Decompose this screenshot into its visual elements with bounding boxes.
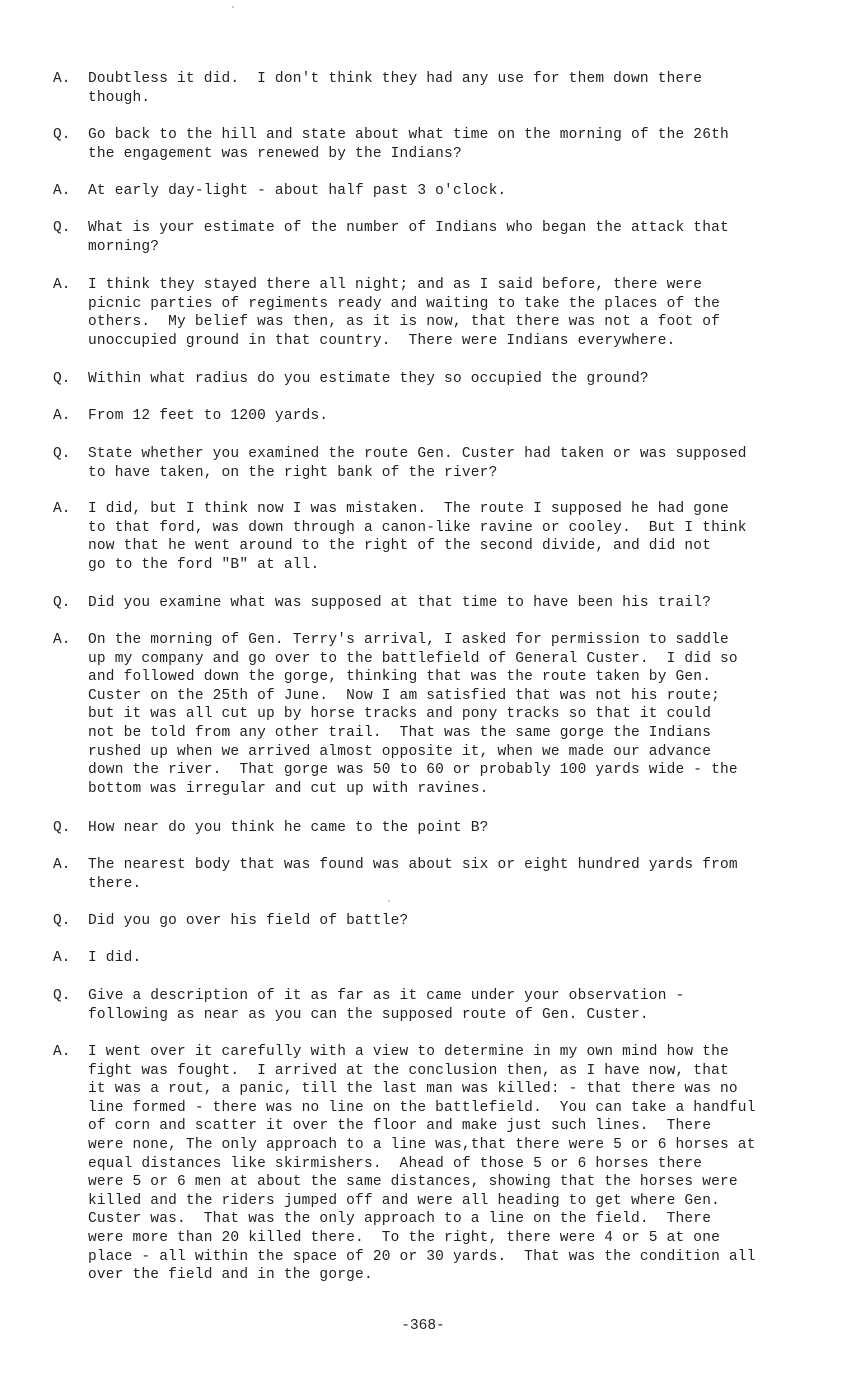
paragraph-text xyxy=(88,276,720,350)
question-marker: Q. xyxy=(53,595,71,611)
text-line: Within what radius do you estimate they so occupied the ground? xyxy=(88,371,649,387)
text-line: now that he went around to the right of the second divide, and did not xyxy=(88,538,712,555)
text-line: to have taken, on the right bank of the river? xyxy=(88,464,498,481)
answer-marker: A. xyxy=(53,950,71,966)
text-line: How near do you think he came to the point B? xyxy=(88,820,489,836)
text-line: morning? xyxy=(88,238,160,255)
answer-marker: A. xyxy=(53,501,71,517)
paragraph-text xyxy=(88,182,506,201)
text-line: I did. xyxy=(88,950,142,966)
text-line: State whether you examined the route Gen. Custer had taken or was supposed xyxy=(88,446,747,462)
text-line: the engagement was renewed by the Indians? xyxy=(88,145,462,162)
question-marker: Q. xyxy=(53,820,71,836)
text-line: up my company and go over to the battlefield of General Custer. I did so xyxy=(88,650,738,667)
paragraph-text xyxy=(88,370,649,389)
answer-marker: A. xyxy=(53,632,71,648)
scan-speck xyxy=(232,6,234,8)
text-line: From 12 feet to 1200 yards. xyxy=(88,408,329,424)
text-line: The nearest body that was found was about six or eight hundred yards from xyxy=(88,857,738,873)
text-line: equal distances like skirmishers. Ahead of those 5 or 6 horses there xyxy=(88,1155,703,1172)
paragraph-text xyxy=(88,70,702,107)
text-line: over the field and in the gorge. xyxy=(88,1267,373,1284)
paragraph-text xyxy=(88,594,711,613)
text-line: Did you examine what was supposed at that time to have been his trail? xyxy=(88,595,712,611)
text-line: On the morning of Gen. Terry's arrival, I asked for permission to saddle xyxy=(88,632,729,648)
text-line: unoccupied ground in that country. There were Indians everywhere. xyxy=(88,332,676,349)
paragraph-text xyxy=(88,949,141,968)
scan-speck xyxy=(388,900,390,902)
paragraph-text xyxy=(88,219,729,256)
text-line: I did, but I think now I was mistaken. The route I supposed he had gone xyxy=(88,501,729,517)
question-marker: Q. xyxy=(53,371,71,387)
text-line: were 5 or 6 men at about the same distances, showing that the horses were xyxy=(88,1174,738,1191)
text-line: down the river. That gorge was 50 to 60 or probably 100 yards wide - the xyxy=(88,762,738,779)
question-marker: Q. xyxy=(53,220,71,236)
answer-marker: A. xyxy=(53,408,71,424)
text-line: it was a rout, a panic, till the last man was killed: - that there was no xyxy=(88,1081,738,1098)
text-line: but it was all cut up by horse tracks and pony tracks so that it could xyxy=(88,706,712,723)
text-line: Doubtless it did. I don't think they had any use for them down there xyxy=(88,71,703,87)
text-line: Custer on the 25th of June. Now I am satisfied that was not his route; xyxy=(88,687,721,704)
text-line: were none, The only approach to a line was,that there were 5 or 6 horses at xyxy=(88,1136,756,1153)
text-line: Give a description of it as far as it came under your observation - xyxy=(88,988,685,1004)
text-line: Go back to the hill and state about what time on the morning of the 26th xyxy=(88,127,729,143)
text-line: What is your estimate of the number of Indians who began the attack that xyxy=(88,220,729,236)
answer-marker: A. xyxy=(53,71,71,87)
text-line: killed and the riders jumped off and were all heading to get where Gen. xyxy=(88,1192,721,1209)
paragraph-text xyxy=(88,126,729,163)
paragraph-text xyxy=(88,856,738,893)
text-line: Did you go over his field of battle? xyxy=(88,913,409,929)
text-line: to that ford, was down through a canon-like ravine or cooley. But I think xyxy=(88,519,747,536)
text-line: Custer was. That was the only approach to a line on the field. There xyxy=(88,1211,712,1228)
paragraph-text xyxy=(88,987,684,1024)
page-number: -368- xyxy=(401,1318,445,1334)
answer-marker: A. xyxy=(53,857,71,873)
text-line: I went over it carefully with a view to determine in my own mind how the xyxy=(88,1044,729,1060)
text-line: bottom was irregular and cut up with ravines. xyxy=(88,780,489,797)
question-marker: Q. xyxy=(53,988,71,1004)
text-line: picnic parties of regiments ready and waiting to take the places of the xyxy=(88,295,721,312)
text-line: following as near as you can the supposed route of Gen. Custer. xyxy=(88,1006,649,1023)
answer-marker: A. xyxy=(53,183,71,199)
question-marker: Q. xyxy=(53,913,71,929)
text-line: and followed down the gorge, thinking that was the route taken by Gen. xyxy=(88,669,712,686)
answer-marker: A. xyxy=(53,277,71,293)
question-marker: Q. xyxy=(53,446,71,462)
text-line: At early day-light - about half past 3 o'clock. xyxy=(88,183,507,199)
text-line: others. My belief was then, as it is now, that there was not a foot of xyxy=(88,314,721,331)
text-line: rushed up when we arrived almost opposite it, when we made our advance xyxy=(88,743,712,760)
text-line: of corn and scatter it over the floor and make just such lines. There xyxy=(88,1118,712,1135)
paragraph-text xyxy=(88,819,489,838)
paragraph-text xyxy=(88,1043,756,1285)
text-line: I think they stayed there all night; and as I said before, there were xyxy=(88,277,703,293)
answer-marker: A. xyxy=(53,1044,71,1060)
text-line: were more than 20 killed there. To the right, there were 4 or 5 at one xyxy=(88,1229,721,1246)
text-line: line formed - there was no line on the battlefield. You can take a handful xyxy=(88,1099,756,1116)
paragraph-text xyxy=(88,912,408,931)
question-marker: Q. xyxy=(53,127,71,143)
text-line: place - all within the space of 20 or 30 yards. That was the condition all xyxy=(88,1248,756,1265)
text-line: though. xyxy=(88,89,151,106)
text-line: not be told from any other trail. That was the same gorge the Indians xyxy=(88,724,712,741)
paragraph-text xyxy=(88,500,747,574)
text-line: fight was fought. I arrived at the conclusion then, as I have now, that xyxy=(88,1062,729,1079)
text-line: go to the ford "B" at all. xyxy=(88,556,320,573)
paragraph-text xyxy=(88,407,328,426)
text-line: there. xyxy=(88,875,142,892)
paragraph-text xyxy=(88,445,747,482)
paragraph-text xyxy=(88,631,738,798)
